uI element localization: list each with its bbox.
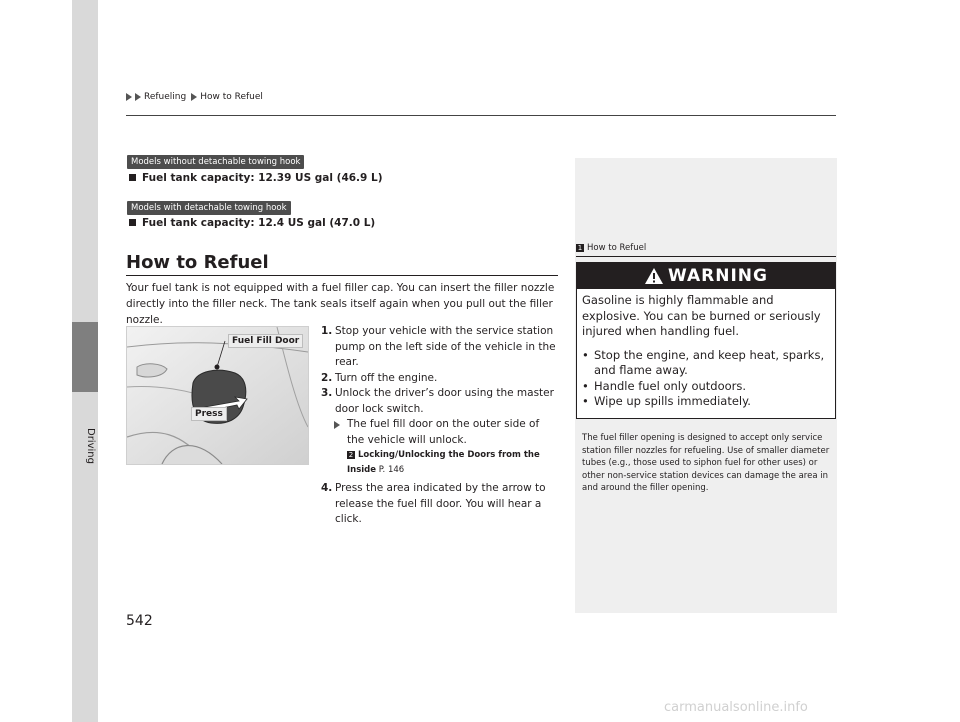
section-label: Driving [85, 428, 96, 464]
capacity-spec-text: Fuel tank capacity: 12.4 US gal (47.0 L) [142, 217, 376, 229]
warning-bullet: • Stop the engine, and keep heat, sparks, and flame away. [582, 348, 832, 379]
model-badge: Models without detachable towing hook [127, 155, 304, 169]
step-item [321, 371, 557, 387]
step-number: 1. [321, 325, 333, 337]
note-icon: 1 [577, 244, 583, 252]
step-number: 3. [321, 387, 333, 399]
step-list [321, 324, 557, 528]
step-text: Press the area indicated by the arrow to release the fuel fill door. You will hear a click. [335, 482, 546, 525]
side-notes-rule [576, 256, 836, 257]
page-title: How to Refuel [126, 252, 269, 273]
step-substep [321, 417, 557, 448]
step-text: Stop your vehicle with the service station pump on the left side of the vehicle in the rear. [335, 325, 556, 368]
step-number: 2. [321, 371, 333, 384]
breadcrumb-item[interactable]: Refueling [144, 92, 187, 102]
warning-text [582, 293, 832, 410]
intro-paragraph: Your fuel tank is not equipped with a fuel filler cap. You can insert the filler nozzle directly into the filler neck. The tank seals itself again when you pull out the filler nozzle. [126, 282, 555, 326]
arrow-bullet-icon [334, 421, 340, 429]
cross-reference-link[interactable]: Locking/Unlocking the Doors from the Inside [347, 450, 540, 475]
title-rule [126, 275, 558, 276]
square-bullet-icon [129, 174, 136, 181]
capacity-spec-text: Fuel tank capacity: 12.39 US gal (46.9 L) [142, 172, 383, 184]
callout-fuel-fill-door: Fuel Fill Door [228, 334, 303, 348]
cross-reference[interactable] [321, 448, 557, 478]
capacity-spec [129, 172, 383, 184]
fuel-door-illustration [126, 326, 309, 465]
warning-bullet: • Wipe up spills immediately. [582, 394, 832, 410]
warning-title: WARNING [668, 266, 768, 286]
substep-text: The fuel fill door on the outer side of the vehicle will unlock. [347, 418, 540, 446]
step-number: 4. [321, 482, 333, 494]
warning-box [576, 262, 836, 419]
step-item [321, 324, 557, 371]
step-item [321, 386, 557, 417]
breadcrumb-arrow-icon [191, 93, 197, 101]
step-text: Unlock the driver’s door using the master door lock switch. [335, 387, 554, 415]
capacity-spec [129, 217, 375, 229]
page-number: 542 [126, 613, 153, 629]
square-bullet-icon [129, 219, 136, 226]
header-rule [126, 115, 836, 116]
breadcrumb [126, 92, 263, 102]
side-notes-heading [576, 243, 646, 253]
breadcrumb-arrow-icon [126, 93, 132, 101]
warning-header [577, 263, 835, 289]
model-badge: Models with detachable towing hook [127, 201, 291, 215]
section-rail-marker [72, 322, 98, 392]
callout-press: Press [191, 407, 227, 421]
watermark: carmanualsonline.info [664, 700, 808, 715]
breadcrumb-arrow-icon [135, 93, 141, 101]
side-notes-heading-text: How to Refuel [587, 243, 647, 253]
side-note-paragraph: The fuel filler opening is designed to accept only service station filler nozzles for refueling. Use of smaller diameter tubes (e.g., those used to siphon fuel for other uses) or other non-service station devices can damage the area in and around the filler opening. [582, 433, 830, 493]
step-item [321, 481, 557, 528]
warning-bullets [582, 348, 832, 410]
warning-bullet: • Handle fuel only outdoors. [582, 379, 832, 395]
cross-reference-page: P. 146 [378, 465, 405, 475]
warning-triangle-icon [644, 267, 664, 285]
warning-paragraph: Gasoline is highly flammable and explosive. You can be burned or seriously injured when handling fuel. [582, 293, 821, 338]
reference-icon: 2 [348, 451, 354, 459]
step-text: Turn off the engine. [335, 371, 438, 384]
breadcrumb-item[interactable]: How to Refuel [200, 92, 263, 102]
